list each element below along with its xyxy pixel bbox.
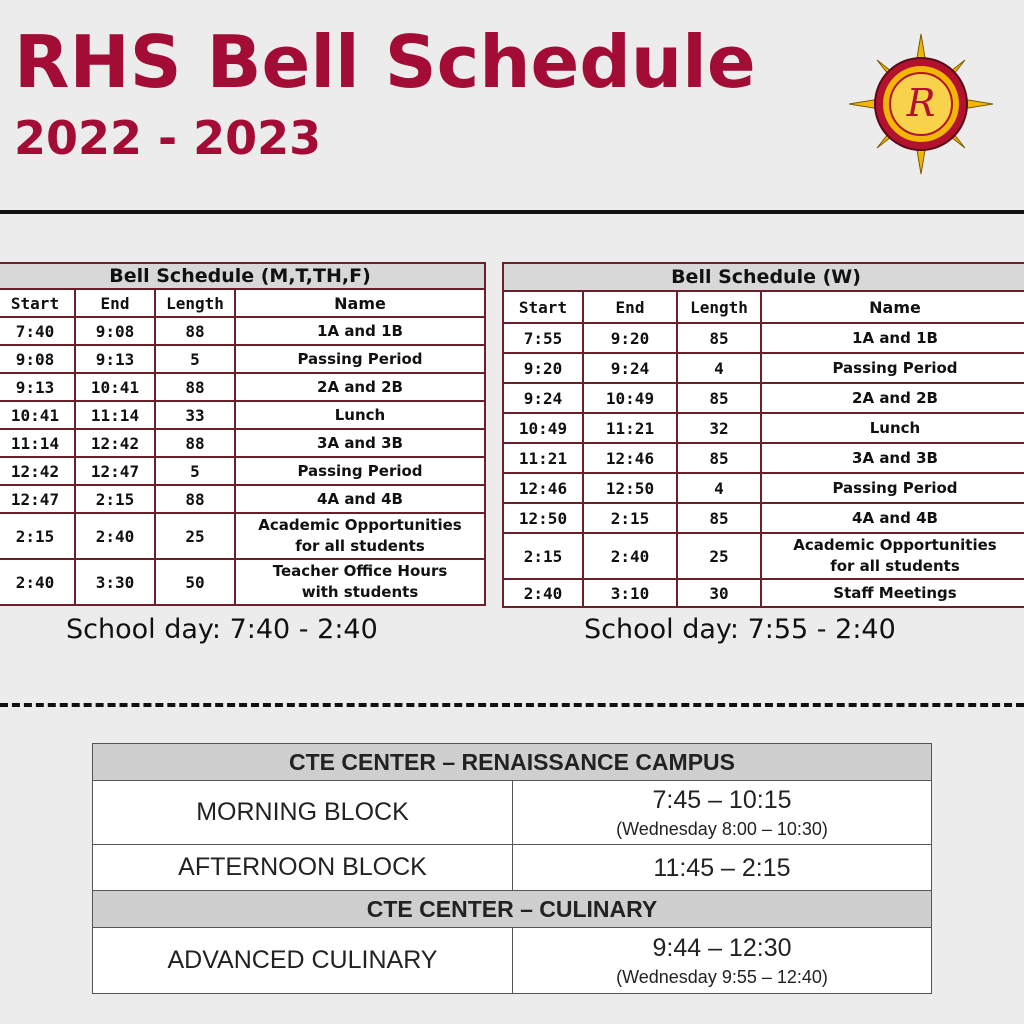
afternoon-block-time-cell (513, 845, 932, 891)
end-cell: 2:15 (583, 503, 677, 533)
table-row (0, 429, 485, 457)
advanced-culinary-time-cell (513, 928, 932, 994)
end-cell: 2:40 (583, 533, 677, 579)
table-row (0, 401, 485, 429)
end-cell: 10:49 (583, 383, 677, 413)
column-header: End (583, 291, 677, 323)
table-caption: Bell Schedule (M,T,TH,F) (0, 263, 485, 289)
column-header: Name (235, 289, 485, 317)
table-row (503, 503, 1024, 533)
name-cell: 3A and 3B (761, 443, 1024, 473)
name-cell: 1A and 1B (761, 323, 1024, 353)
table-row (503, 473, 1024, 503)
logo-letter: R (906, 81, 936, 125)
end-cell: 2:40 (75, 513, 155, 559)
table-row (503, 533, 1024, 579)
column-header: Length (155, 289, 235, 317)
length-cell: 85 (677, 323, 761, 353)
bell-schedule-wed-table (502, 262, 1024, 608)
end-cell: 12:42 (75, 429, 155, 457)
length-cell: 5 (155, 457, 235, 485)
name-cell: Academic Opportunities for all students (235, 513, 485, 559)
length-cell: 85 (677, 503, 761, 533)
column-header: Start (0, 289, 75, 317)
start-cell: 12:46 (503, 473, 583, 503)
table-row (503, 323, 1024, 353)
table-row (0, 317, 485, 345)
school-day-wed: School day: 7:55 - 2:40 (584, 614, 896, 645)
start-cell: 12:50 (503, 503, 583, 533)
start-cell: 9:20 (503, 353, 583, 383)
length-cell: 4 (677, 353, 761, 383)
advanced-culinary-wed-note: (Wednesday 9:55 – 12:40) (616, 966, 828, 987)
length-cell: 50 (155, 559, 235, 605)
name-cell: 3A and 3B (235, 429, 485, 457)
start-cell: 2:40 (503, 579, 583, 607)
table-row (503, 353, 1024, 383)
end-cell: 12:46 (583, 443, 677, 473)
end-cell: 9:20 (583, 323, 677, 353)
end-cell: 12:47 (75, 457, 155, 485)
table-row (0, 559, 485, 605)
table-row (0, 457, 485, 485)
table-row (503, 413, 1024, 443)
name-cell: Teacher Office Hours with students (235, 559, 485, 605)
start-cell: 11:14 (0, 429, 75, 457)
start-cell: 11:21 (503, 443, 583, 473)
table-row (503, 443, 1024, 473)
table-row (0, 373, 485, 401)
page-subtitle: 2022 - 2023 (14, 111, 322, 165)
start-cell: 12:47 (0, 485, 75, 513)
end-cell: 9:24 (583, 353, 677, 383)
length-cell: 25 (677, 533, 761, 579)
name-cell: Lunch (235, 401, 485, 429)
section-divider (0, 210, 1024, 214)
end-cell: 11:14 (75, 401, 155, 429)
name-cell: Passing Period (761, 353, 1024, 383)
length-cell: 5 (155, 345, 235, 373)
end-cell: 11:21 (583, 413, 677, 443)
table-row (503, 383, 1024, 413)
page-title: RHS Bell Schedule (14, 20, 756, 104)
start-cell: 9:08 (0, 345, 75, 373)
morning-block-label: MORNING BLOCK (93, 781, 513, 845)
morning-block-time: 7:45 – 10:15 (652, 785, 792, 814)
end-cell: 12:50 (583, 473, 677, 503)
length-cell: 88 (155, 317, 235, 345)
length-cell: 85 (677, 383, 761, 413)
start-cell: 10:41 (0, 401, 75, 429)
name-cell: Passing Period (235, 457, 485, 485)
start-cell: 12:42 (0, 457, 75, 485)
column-header: Start (503, 291, 583, 323)
length-cell: 33 (155, 401, 235, 429)
table-row (0, 513, 485, 559)
start-cell: 2:40 (0, 559, 75, 605)
name-cell: 4A and 4B (761, 503, 1024, 533)
start-cell: 2:15 (503, 533, 583, 579)
advanced-culinary-time: 9:44 – 12:30 (652, 933, 792, 962)
length-cell: 88 (155, 373, 235, 401)
length-cell: 32 (677, 413, 761, 443)
cte-center-table (92, 743, 932, 994)
morning-block-wed-note: (Wednesday 8:00 – 10:30) (616, 818, 828, 839)
table-row (503, 579, 1024, 607)
name-cell: 1A and 1B (235, 317, 485, 345)
cte-culinary-header: CTE CENTER – CULINARY (93, 891, 932, 928)
afternoon-block-label: AFTERNOON BLOCK (93, 845, 513, 891)
length-cell: 30 (677, 579, 761, 607)
cte-renaissance-header: CTE CENTER – RENAISSANCE CAMPUS (93, 744, 932, 781)
morning-block-time-cell (513, 781, 932, 845)
name-cell: Academic Opportunities for all students (761, 533, 1024, 579)
start-cell: 2:15 (0, 513, 75, 559)
start-cell: 10:49 (503, 413, 583, 443)
name-cell: Lunch (761, 413, 1024, 443)
start-cell: 7:40 (0, 317, 75, 345)
name-cell: Passing Period (761, 473, 1024, 503)
name-cell: Passing Period (235, 345, 485, 373)
name-cell: 2A and 2B (761, 383, 1024, 413)
column-header: End (75, 289, 155, 317)
start-cell: 9:13 (0, 373, 75, 401)
column-header: Name (761, 291, 1024, 323)
dashed-divider (0, 703, 1024, 707)
end-cell: 9:08 (75, 317, 155, 345)
end-cell: 2:15 (75, 485, 155, 513)
length-cell: 85 (677, 443, 761, 473)
advanced-culinary-label: ADVANCED CULINARY (93, 928, 513, 994)
start-cell: 9:24 (503, 383, 583, 413)
name-cell: 4A and 4B (235, 485, 485, 513)
end-cell: 9:13 (75, 345, 155, 373)
school-day-mtf: School day: 7:40 - 2:40 (66, 614, 378, 645)
length-cell: 4 (677, 473, 761, 503)
length-cell: 88 (155, 429, 235, 457)
end-cell: 3:10 (583, 579, 677, 607)
name-cell: Staff Meetings (761, 579, 1024, 607)
end-cell: 3:30 (75, 559, 155, 605)
column-header: Length (677, 291, 761, 323)
bell-schedule-mtf-table (0, 262, 486, 606)
length-cell: 25 (155, 513, 235, 559)
school-logo-compass-icon (846, 32, 996, 176)
afternoon-block-time: 11:45 – 2:15 (653, 853, 791, 882)
end-cell: 10:41 (75, 373, 155, 401)
table-row (0, 345, 485, 373)
table-row (0, 485, 485, 513)
table-caption: Bell Schedule (W) (503, 263, 1024, 291)
name-cell: 2A and 2B (235, 373, 485, 401)
start-cell: 7:55 (503, 323, 583, 353)
length-cell: 88 (155, 485, 235, 513)
